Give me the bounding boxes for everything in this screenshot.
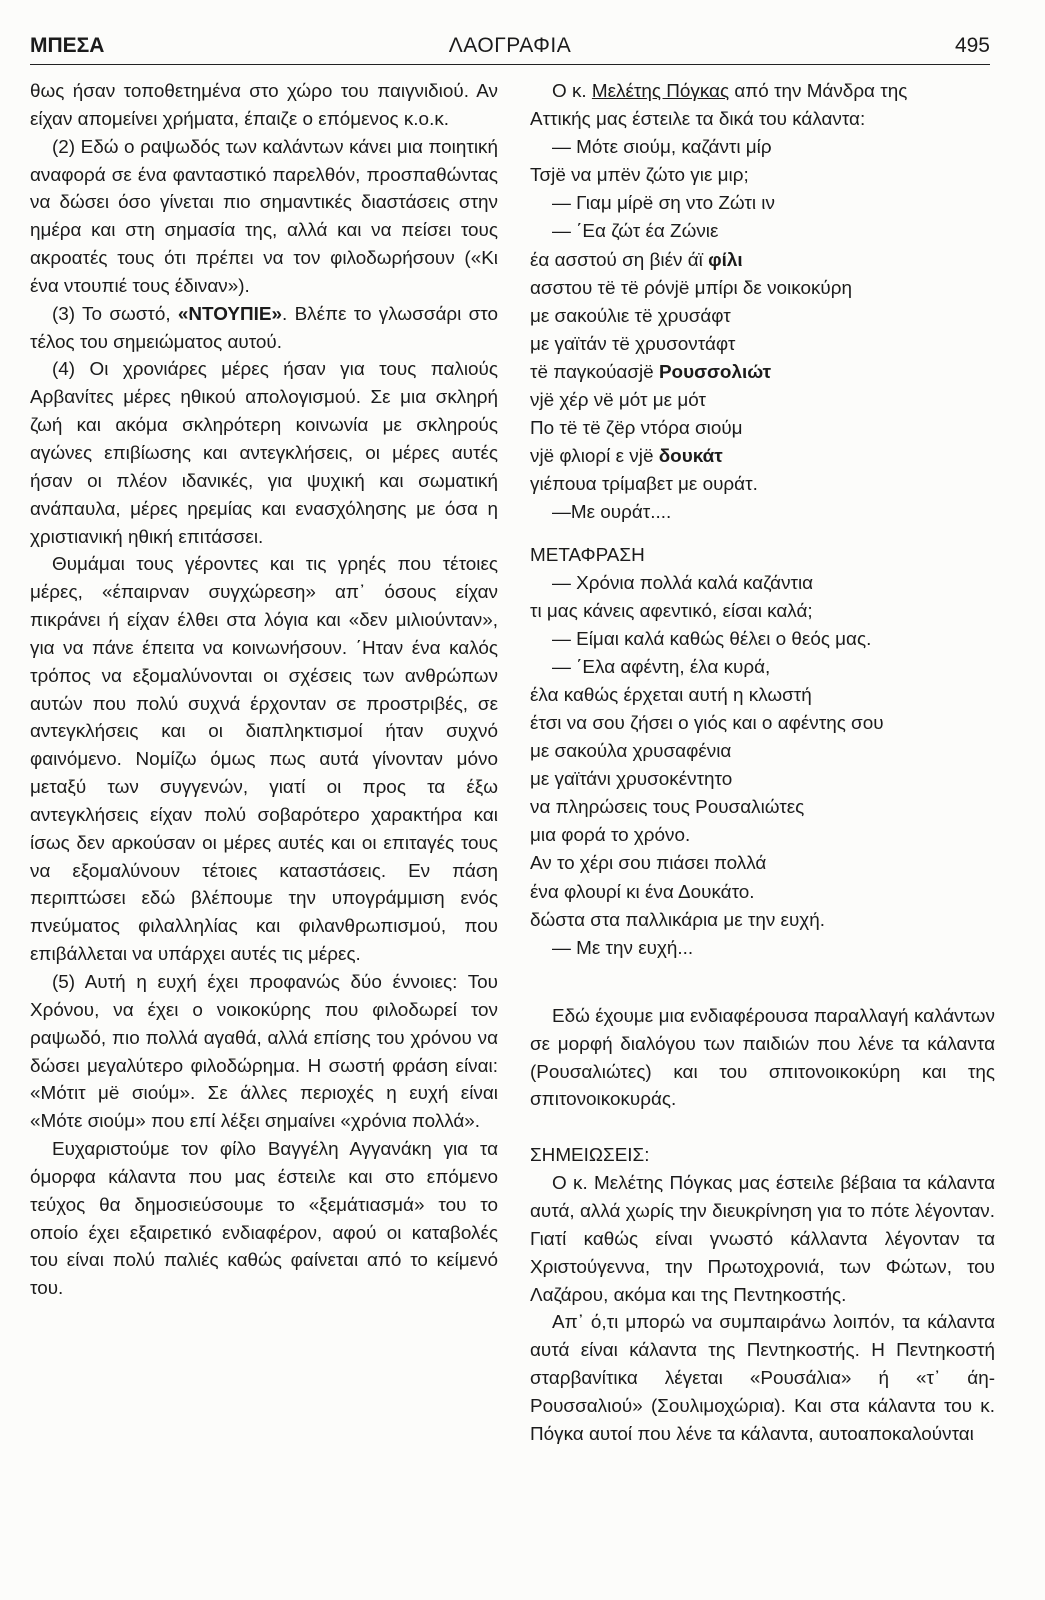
bold-term: Ρουσσολιώτ — [658, 361, 772, 383]
spacer — [530, 528, 995, 542]
running-header — [30, 30, 990, 65]
verse-line: Τσjë να μπëν ζώτο γιε μιρ; — [530, 165, 749, 187]
verse-line: με γαϊτάν τë χρυσοντάφτ — [530, 333, 736, 355]
verse-line: — ΄Εα ζώτ έα Ζώνιε — [552, 221, 719, 243]
verse-line: ασστου τë τë ρόνjë μπίρι δε νοικοκύρη — [530, 277, 852, 299]
header-category: ΛΑΟΓΡΑΦΙΑ — [448, 34, 572, 57]
translation-line: — Χρόνια πολλά καλά καζάντια — [552, 572, 814, 594]
paragraph — [30, 301, 498, 357]
intro-line — [530, 78, 995, 106]
translation-line: να πληρώσεις τους Ρουσαλιώτες — [530, 797, 805, 819]
paragraph: Θυμάμαι τους γέροντες και τις γρηές που τέτοιες μέρες, «έπαιρναν συγχώρεση» απ᾽ όσους είχαν πικράνει ή είχαν έλθει στα λόγια και «δεν μιλιούνταν», για να πάνε έπειτα να κοινωνήσουν. ΄Ηταν ένα καλός τρόπος να εξομαλύνονται οι σχέσεις των ανθρώπων αυτών που πολύ συχνά έρχονταν σε προστριβές, σε αντεγκλήσεις και οι διαπληκτισμοί ήταν συχνό φαινόμενο. Νομίζω όμως πως αυτά γίνονταν μόνο μεταξύ των συγγενών, γιατί οι προς τα έξω αντεγκλήσεις είχαν πολύ σοβαρότερο χαρακτήρα και ίσως δεν αρκούσαν οι μέρες αυτές και οι επιταγές τους να εξομαλύνουν τέτοιες καταστάσεις. Εν πάση περιπτώσει εδώ βλέπουμε την υπογράμμιση ενός πνεύματος φιλαλληλίας και φιλανθρωπισμού, που επιβάλλεται να υπάρχει αυτές τις μέρες. — [30, 554, 498, 966]
translation-line: με σακούλα χρυσαφένια — [530, 741, 732, 763]
spacer — [530, 963, 995, 1003]
verse-line — [530, 443, 995, 471]
translation-line: μια φορά το χρόνο. — [530, 825, 691, 847]
verse-line: — Γιαμ μίρë ση ντο Ζώτι ιν — [552, 193, 775, 215]
notes-heading: ΣΗΜΕΙΩΣΕΙΣ: — [530, 1145, 650, 1167]
paragraph: (2) Εδώ ο ραψωδός των καλάντων κάνει μια ποιητική αναφορά σε ένα φανταστικό παρελθόν, προσπαθώντας να δώσει όσο γίνεται πιο σημαντικές διαστάσεις στην ημέρα και στη σημασία της, αλλά και να πείσει τους ακροατές τους ότι πρέπει να τον φιλοδωρήσουν («Κι ένα ντουπιέ τους έδιναν»). — [30, 136, 498, 297]
verse-line — [530, 247, 995, 275]
commentary-paragraph: Εδώ έχουμε μια ενδιαφέρουσα παραλλαγή καλάντων σε μορφή διαλόγου των παιδιών που λένε τα κάλαντα (Ρουσαλιώτες) και του σπιτονοικοκύρη και της σπιτονοικοκυράς. — [530, 1005, 995, 1111]
text-run: (3) Το σωστό, — [52, 303, 178, 325]
paragraph: Ευχαριστούμε τον φίλο Βαγγέλη Αγγανάκη για τα όμορφα κάλαντα που μας έστειλε και στο επόμενο τεύχος θα δημοσιεύσουμε το «ξεμάτιασμά» του το οποίο έχει εξαιρετικό ενδιαφέρον, αφού οι καταβολές του είναι πολύ παλιές καθώς φαίνεται από το κείμενό του. — [30, 1139, 498, 1300]
notes-paragraph: Ο κ. Μελέτης Πόγκας μας έστειλε βέβαια τα κάλαντα αυτά, αλλά χωρίς την διευκρίνηση για το πότε λέγονταν. Γιατί καθώς είναι γνωστό κάλλαντα λέγονταν τα Χριστούγεννα, την Πρωτοχρονιά, των Φώτων, του Λαζάρου, ακόμα και της Πεντηκοστής. — [530, 1173, 995, 1306]
bold-term: φίλι — [708, 249, 743, 271]
translation-line: με γαϊτάνι χρυσοκέντητο — [530, 769, 733, 791]
translation-line: ένα φλουρί κι ένα Δουκάτο. — [530, 881, 755, 903]
text-run: έα ασστού ση βιέν άϊ — [530, 249, 709, 271]
paragraph: (5) Αυτή η ευχή έχει προφανώς δύο έννοιες: Του Χρόνου, να έχει ο νοικοκύρης που φιλοδωρεί τον ραψωδό, πιο πολλά αγαθά, αλλά επίσης του χρόνου να δώσει μεγαλύτερο φιλοδώρημα. Η σωστή φράση είναι: «Μότιτ μë σιούμ». Σε άλλες περιοχές η ευχή είναι «Μότε σιούμ» που επί λέξει σημαίνει «χρόνια πολλά». — [30, 972, 498, 1133]
notes-paragraph: Απ᾽ ό,τι μπορώ να συμπαιράνω λοιπόν, τα κάλαντα αυτά είναι κάλαντα της Πεντηκοστής. Η Πεντηκοστή σταρβανίτικα λέγεται «Ρουσάλια» ή «τ᾽ άη-Ρουσσαλιού» (Σουλιμοχώρια). Και στα κάλαντα του κ. Πόγκα αυτοί που λένε τα κάλαντα, αυτοαποκαλούνται — [530, 1312, 995, 1445]
intro-line: Αττικής μας έστειλε τα δικά του κάλαντα: — [530, 109, 866, 131]
paragraph: (4) Οι χρονιάρες μέρες ήσαν για τους παλιούς Αρβανίτες μέρες ηθικού απολογισμού. Σε μια σκληρή ζωή και ακόμα σκληρότερη κοινωνία με σκληρούς αγώνες επιβίωσης και αντεγκλήσεις, οι μέρες αυτές ήσαν οι πλέον ιδανικές, για ψυχική και σωματική ανάπαυλα, μέρες ηρεμίας και ενασχόλησης με όσα η χριστιανική ηθική επιτάσσει. — [30, 359, 498, 548]
right-column — [530, 78, 995, 1449]
verse-line: γιέπουα τρίμαβετ με ουράτ. — [530, 474, 758, 496]
spacer — [530, 1114, 995, 1142]
translation-line: — ΄Ελα αφέντη, έλα κυρά, — [552, 656, 771, 678]
translation-line: — Με την ευχή... — [552, 937, 694, 959]
translation-line: έλα καθώς έρχεται αυτή η κλωστή — [530, 684, 812, 706]
verse-line: —Με ουράτ.... — [552, 502, 672, 524]
verse-line: — Μότε σιούμ, καζάντι μίρ — [552, 137, 772, 159]
sender-name: Μελέτης Πόγκας — [591, 81, 730, 102]
translation-line: — Είμαι καλά καθώς θέλει ο θεός μας. — [552, 628, 872, 650]
text-run: . Βλέπε το γλωσσάρι στο τέλος του σημειώματος αυτού. — [30, 303, 498, 353]
bold-term: δουκάτ — [658, 446, 723, 468]
verse-line: με σακούλιε τë χρυσάφτ — [530, 305, 731, 327]
translation-line: δώστα στα παλλικάρια με την ευχή. — [530, 909, 825, 931]
text-run: νjë φλιορί ε νjë — [530, 446, 659, 468]
verse-line: νjë χέρ νë μότ με μότ — [530, 390, 706, 412]
text-run: από την Μάνδρα της — [729, 81, 908, 102]
verse-line — [530, 359, 995, 387]
translation-line: Αν το χέρι σου πιάσει πολλά — [530, 853, 767, 875]
left-column — [30, 78, 498, 1303]
verse-line: Πο τë τë ζëρ ντόρα σιούμ — [530, 418, 743, 440]
bold-term: «ΝΤΟΥΠΙΕ» — [177, 303, 283, 325]
translation-heading: ΜΕΤΑΦΡΑΣΗ — [530, 544, 645, 566]
translation-line: έτσι να σου ζήσει ο γιός και ο αφέντης σου — [530, 712, 884, 734]
paragraph: θως ήσαν τοποθετημένα στο χώρο του παιγνιδιού. Αν είχαν απομείνει χρήματα, έπαιζε ο επόμενος κ.ο.κ. — [30, 81, 498, 130]
text-run: τë παγκούασjë — [530, 361, 659, 383]
text-run: Ο κ. — [552, 81, 592, 102]
translation-line: τι μας κάνεις αφεντικό, είσαι καλά; — [530, 600, 813, 622]
header-section-title: ΜΠΕΣΑ — [30, 34, 105, 57]
page-number: 495 — [954, 34, 990, 57]
